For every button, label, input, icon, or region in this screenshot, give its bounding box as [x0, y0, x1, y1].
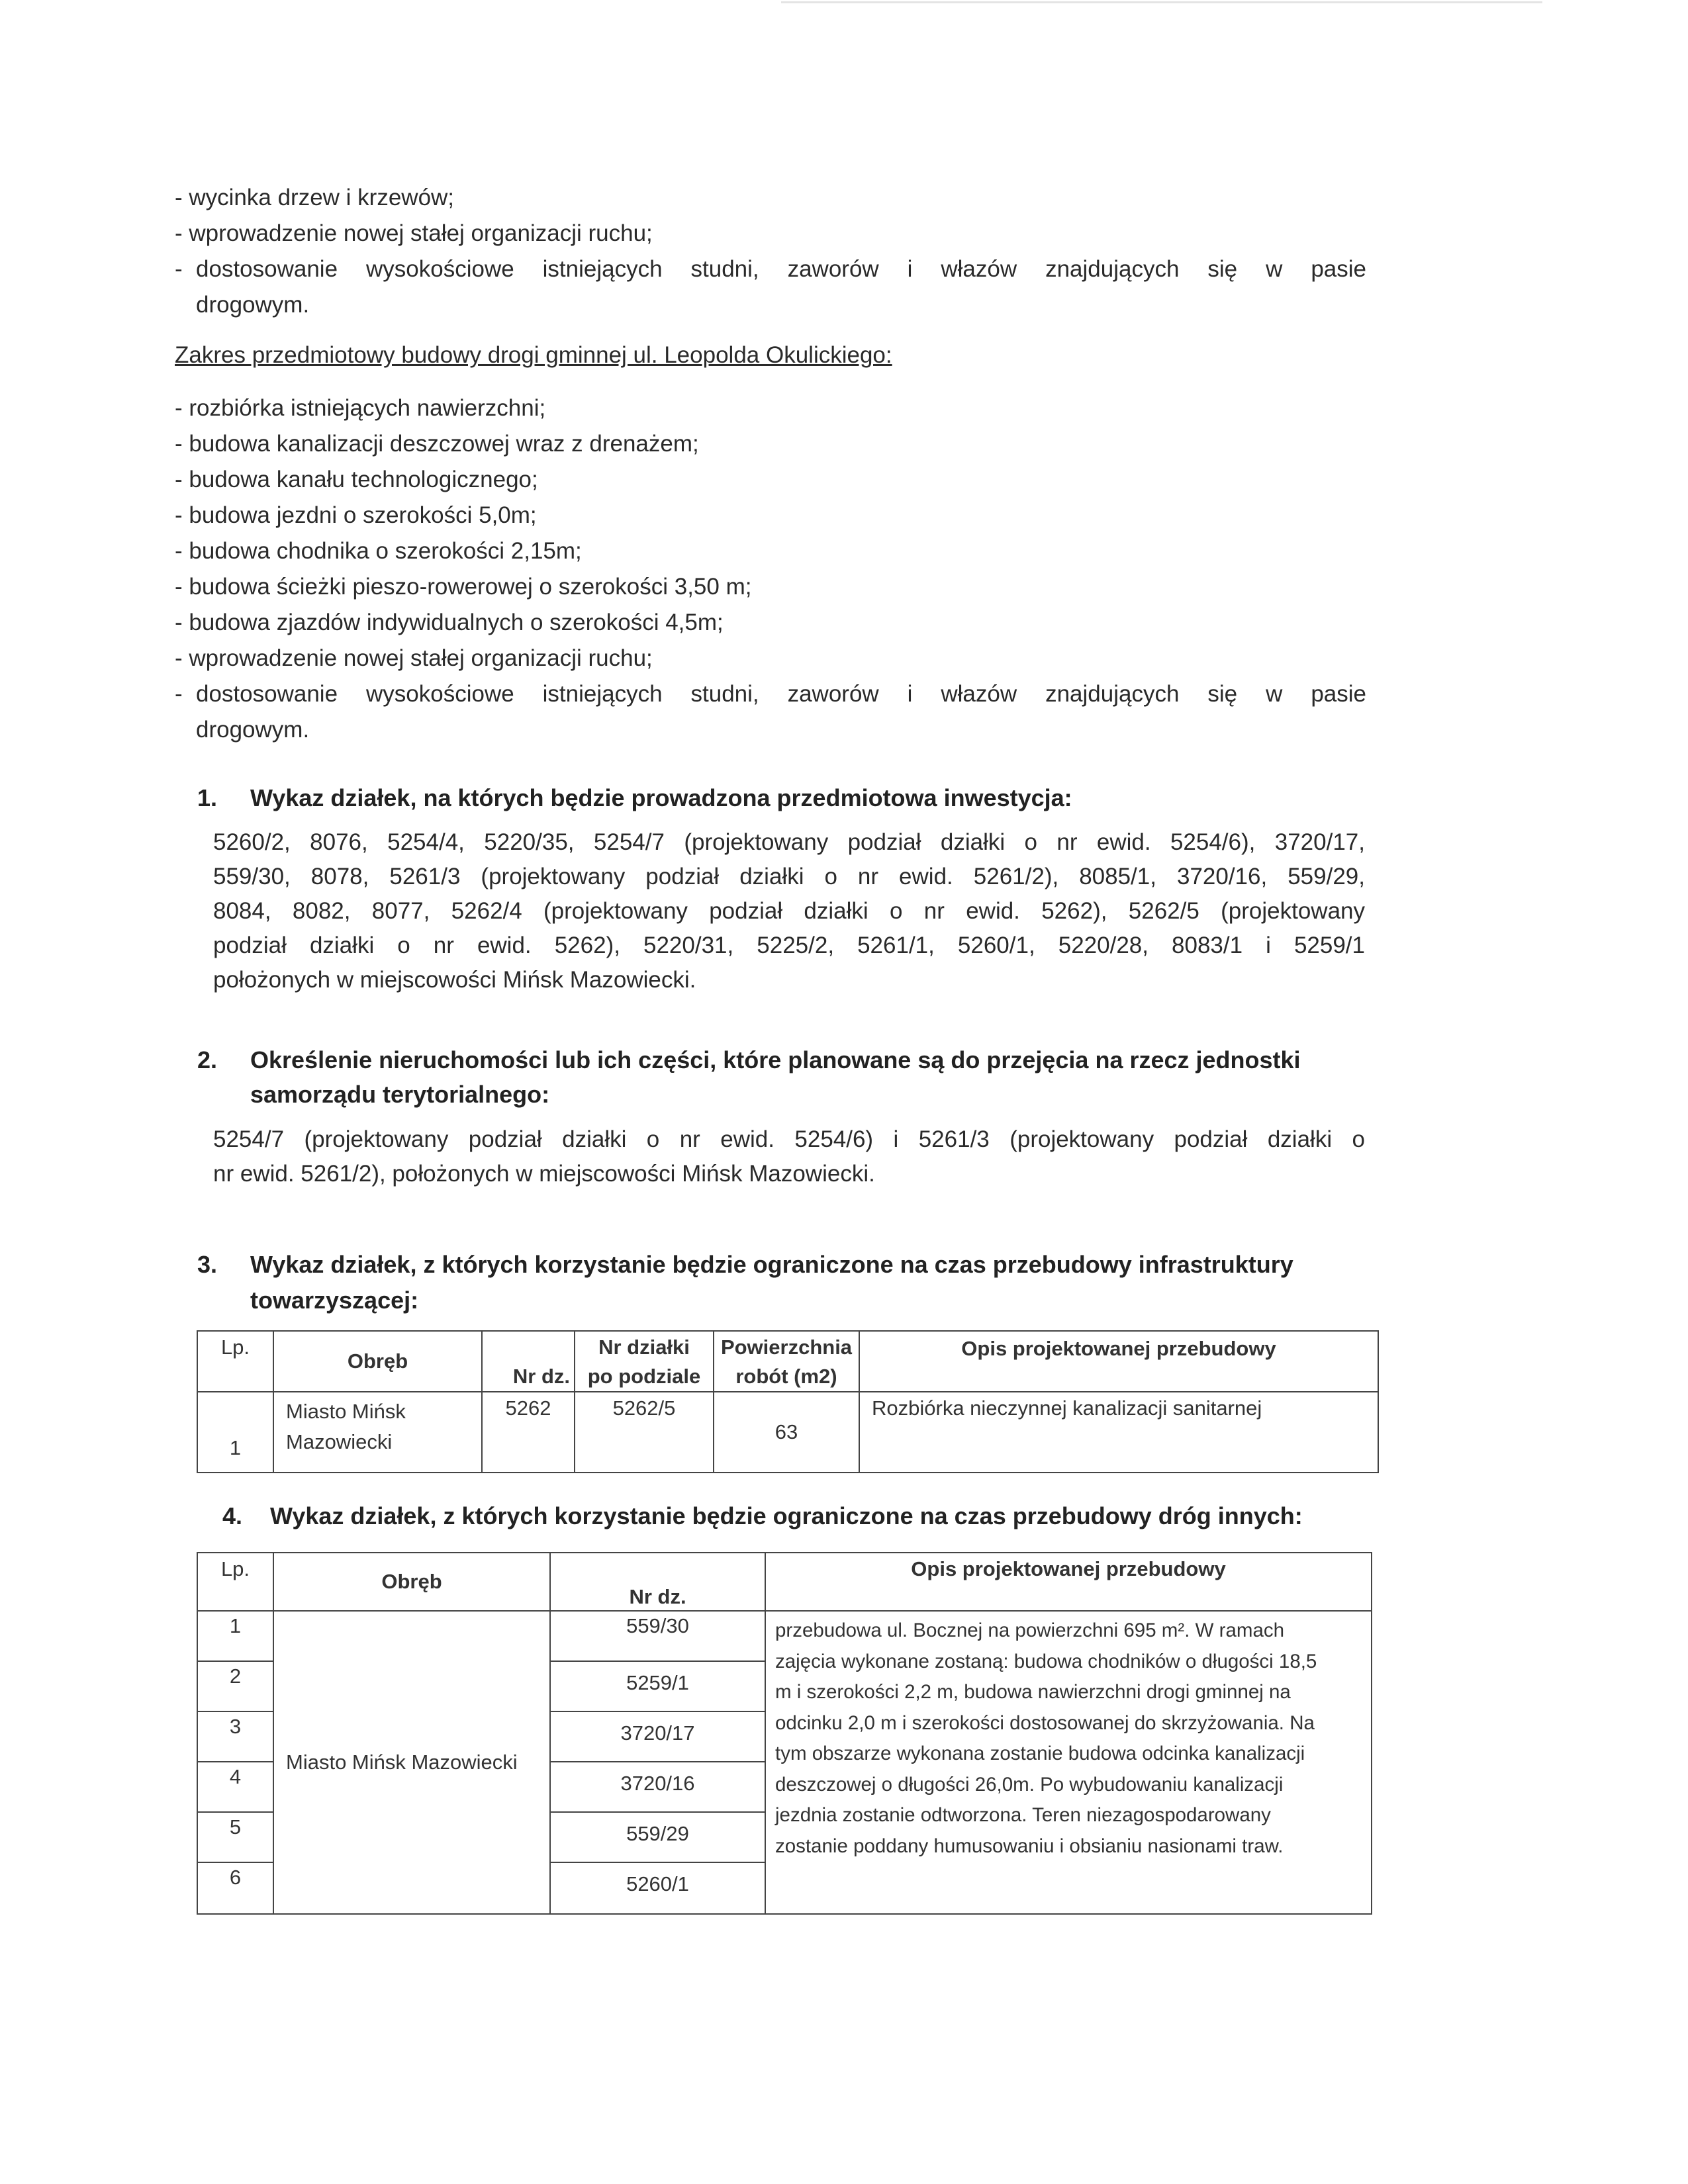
cell-nr-po-podziale: 5262/5 — [575, 1392, 714, 1473]
cell-opis — [765, 1611, 1372, 1914]
cell-nr-dz: 559/30 — [550, 1611, 765, 1661]
list-item-hanging — [175, 676, 1366, 748]
list-item: - budowa kanalizacji deszczowej wraz z drenażem; — [175, 431, 699, 457]
cell-lp: 1 — [197, 1392, 273, 1473]
table-header-row — [197, 1553, 1372, 1611]
section-title: Wykaz działek, z których korzystanie będzie ograniczone na czas przebudowy dróg innych: — [270, 1502, 1303, 1529]
description-line: zostanie poddany humusowaniu i obsianiu nasionami traw. — [775, 1835, 1284, 1857]
section-number: 4. — [222, 1502, 243, 1529]
section-2-body — [213, 1122, 1365, 1191]
paragraph-line: podział działki o nr ewid. 5262), 5220/31, 5225/2, 5261/1, 5260/1, 5220/28, 8083/1 i 5259/1 — [213, 933, 1365, 958]
cell-lp: 3 — [197, 1711, 273, 1762]
cell-line: Mazowiecki — [286, 1430, 393, 1453]
cell-nr-dz: 559/29 — [550, 1812, 765, 1862]
section-number: 2. — [197, 1046, 218, 1073]
list-item-line: dostosowanie wysokościowe istniejących studni, zaworów i włazów znajdujących się w pasie — [196, 256, 1366, 282]
header-nr-dz: Nr dz. — [482, 1331, 575, 1392]
cell-opis: Rozbiórka nieczynnej kanalizacji sanitarnej — [859, 1392, 1378, 1473]
cell-nr-dz: 3720/17 — [550, 1711, 765, 1762]
cell-line: Miasto Mińsk — [286, 1400, 406, 1423]
roads-table — [197, 1552, 1372, 1915]
section-number: 1. — [197, 784, 218, 811]
header-lp: Lp. — [197, 1553, 273, 1611]
list-item: - wprowadzenie nowej stałej organizacji ruchu; — [175, 220, 653, 246]
list-dash: - — [175, 681, 183, 707]
paragraph-line: 559/30, 8078, 5261/3 (projektowany podział działki o nr ewid. 5261/2), 8085/1, 3720/16, 559/29, — [213, 864, 1365, 889]
scan-edge-line — [781, 1, 1542, 3]
infrastructure-table — [197, 1330, 1379, 1473]
cell-obreb: Miasto Mińsk Mazowiecki — [273, 1611, 550, 1914]
header-opis: Opis projektowanej przebudowy — [859, 1331, 1378, 1392]
description-line: jezdnia zostanie odtworzona. Teren niezagospodarowany — [775, 1804, 1271, 1826]
intro-list — [175, 180, 1366, 323]
description-line: przebudowa ul. Bocznej na powierzchni 695 m². W ramach — [775, 1619, 1285, 1641]
header-line: Nr działki — [598, 1336, 690, 1359]
section-title-line: Określenie nieruchomości lub ich części, które planowane są do przejęcia na rzecz jednostki — [250, 1046, 1301, 1073]
cell-lp: 6 — [197, 1862, 273, 1914]
header-obreb: Obręb — [273, 1553, 550, 1611]
table-row — [197, 1611, 1372, 1661]
cell-lp: 1 — [197, 1611, 273, 1661]
paragraph-line: położonych w miejscowości Mińsk Mazowiecki. — [213, 967, 696, 993]
okulickiego-list — [175, 390, 1366, 748]
section-title-line: samorządu terytorialnego: — [250, 1081, 550, 1108]
header-nr-po-podziale — [575, 1331, 714, 1392]
list-item-line: drogowym. — [196, 292, 310, 318]
cell-powierzchnia: 63 — [714, 1392, 859, 1473]
list-item: - rozbiórka istniejących nawierzchni; — [175, 395, 546, 421]
cell-obreb — [273, 1392, 482, 1473]
header-obreb: Obręb — [273, 1331, 482, 1392]
section-title: Wykaz działek, na których będzie prowadzona przedmiotowa inwestycja: — [250, 784, 1072, 811]
header-powierzchnia — [714, 1331, 859, 1392]
header-lp: Lp. — [197, 1331, 273, 1392]
list-item: - budowa kanału technologicznego; — [175, 467, 538, 492]
list-item: - wycinka drzew i krzewów; — [175, 185, 455, 210]
list-item-hanging — [175, 251, 1366, 323]
description-line: odcinku 2,0 m i szerokości dostosowanej do skrzyżowania. Na — [775, 1711, 1315, 1734]
cell-lp: 2 — [197, 1661, 273, 1711]
list-item: - wprowadzenie nowej stałej organizacji ruchu; — [175, 645, 653, 671]
cell-nr-dz: 5260/1 — [550, 1862, 765, 1914]
paragraph-line: 5260/2, 8076, 5254/4, 5220/35, 5254/7 (projektowany podział działki o nr ewid. 5254/6), 3720/17, — [213, 829, 1365, 855]
section-title-line: Wykaz działek, z których korzystanie będzie ograniczone na czas przebudowy infrastruktury — [250, 1251, 1293, 1278]
paragraph-line: nr ewid. 5261/2), położonych w miejscowości Mińsk Mazowiecki. — [213, 1161, 875, 1187]
description-line: zajęcia wykonane zostaną: budowa chodników o długości 18,5 — [775, 1650, 1317, 1672]
section-1-body — [213, 825, 1365, 997]
description-line: tym obszarze wykonana zostanie budowa odcinka kanalizacji — [775, 1743, 1305, 1764]
list-dash: - — [175, 256, 183, 282]
header-nr-dz: Nr dz. — [550, 1553, 765, 1611]
header-line: po podziale — [587, 1365, 701, 1388]
list-item-line: dostosowanie wysokościowe istniejących studni, zaworów i włazów znajdujących się w pasie — [196, 681, 1366, 707]
description-line: m i szerokości 2,2 m, budowa nawierzchni drogi gminnej na — [775, 1681, 1291, 1703]
description-line: deszczowej o długości 26,0m. Po wybudowaniu kanalizacji — [775, 1773, 1284, 1796]
list-item: - budowa jezdni o szerokości 5,0m; — [175, 502, 537, 528]
subsection-heading: Zakres przedmiotowy budowy drogi gminnej ul. Leopolda Okulickiego: — [175, 342, 892, 368]
section-title-line: towarzyszącej: — [250, 1287, 419, 1314]
list-item: - budowa zjazdów indywidualnych o szerokości 4,5m; — [175, 610, 724, 635]
cell-lp: 5 — [197, 1812, 273, 1862]
section-number: 3. — [197, 1251, 218, 1278]
table-header-row — [197, 1331, 1378, 1392]
cell-lp: 4 — [197, 1762, 273, 1812]
list-item: - budowa chodnika o szerokości 2,15m; — [175, 538, 582, 564]
list-item: - budowa ścieżki pieszo-rowerowej o szerokości 3,50 m; — [175, 574, 752, 600]
header-line: Powierzchnia — [720, 1336, 853, 1359]
list-item-line: drogowym. — [196, 717, 310, 743]
cell-nr-dz: 3720/16 — [550, 1762, 765, 1812]
paragraph-line: 8084, 8082, 8077, 5262/4 (projektowany podział działki o nr ewid. 5262), 5262/5 (projektowany — [213, 898, 1365, 924]
header-opis: Opis projektowanej przebudowy — [765, 1553, 1372, 1611]
paragraph-line: 5254/7 (projektowany podział działki o nr ewid. 5254/6) i 5261/3 (projektowany podział działki o — [213, 1126, 1365, 1152]
header-line: robót (m2) — [735, 1365, 837, 1388]
table-row — [197, 1392, 1378, 1473]
cell-nr-dz: 5259/1 — [550, 1661, 765, 1711]
cell-nr-dz: 5262 — [482, 1392, 575, 1473]
